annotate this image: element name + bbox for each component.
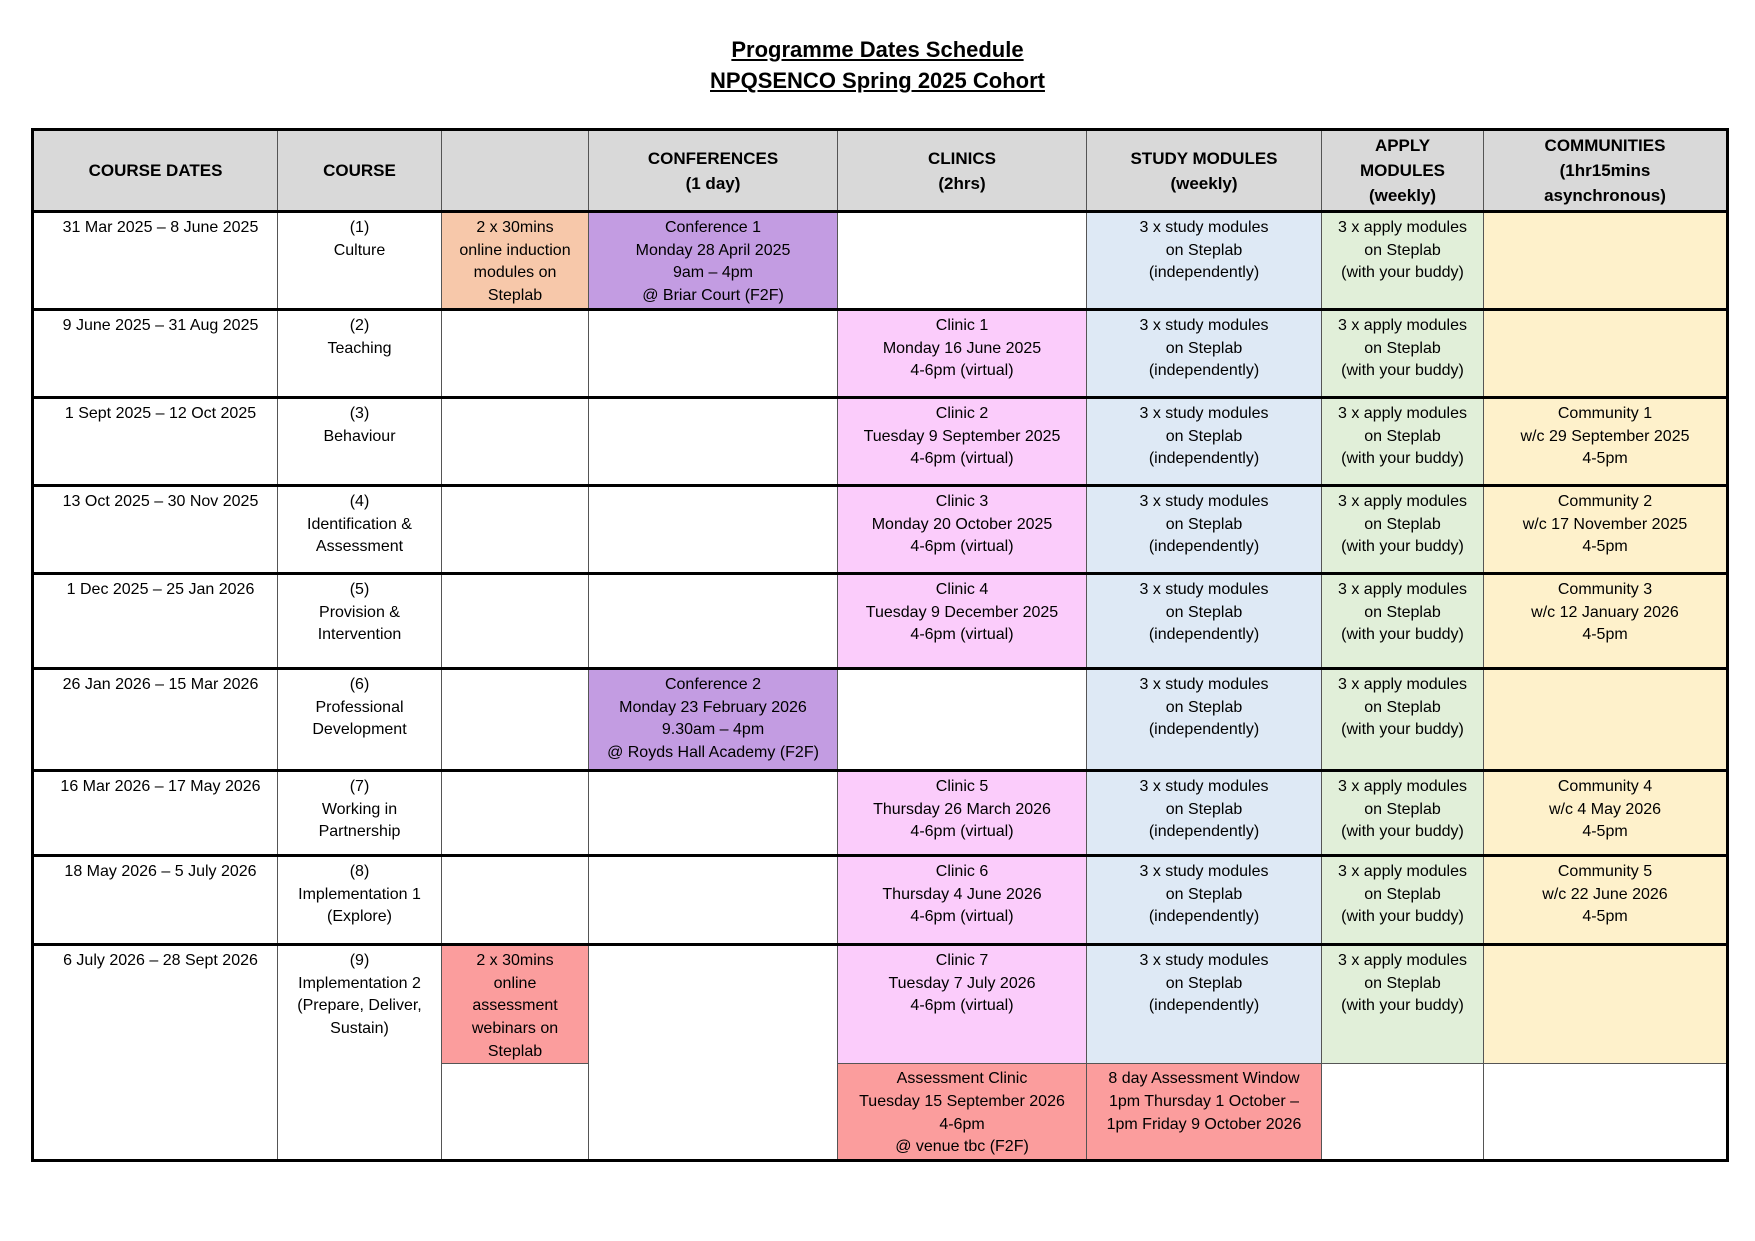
apply-modules-cell: 3 x apply modules on Steplab (with your buddy) bbox=[1322, 397, 1484, 485]
apply-modules-cell: 3 x apply modules on Steplab (with your buddy) bbox=[1322, 770, 1484, 855]
header-communities: COMMUNITIES (1hr15mins asynchronous) bbox=[1484, 130, 1728, 212]
clinic-cell: Clinic 6 Thursday 4 June 2026 4-6pm (virtual) bbox=[838, 855, 1087, 944]
apply-modules-cell: 3 x apply modules on Steplab (with your buddy) bbox=[1322, 212, 1484, 310]
assessment-window-cell: 8 day Assessment Window 1pm Thursday 1 October – 1pm Friday 9 October 2026 bbox=[1087, 1064, 1322, 1161]
table-row bbox=[33, 668, 1728, 770]
community-cell: Community 5 w/c 22 June 2026 4-5pm bbox=[1484, 855, 1728, 944]
clinic-cell bbox=[838, 668, 1087, 770]
course-dates-cell: 31 Mar 2025 – 8 June 2025 bbox=[33, 212, 278, 310]
header-conferences: CONFERENCES (1 day) bbox=[589, 130, 838, 212]
study-modules-cell: 3 x study modules on Steplab (independently) bbox=[1087, 668, 1322, 770]
course-cell: (5) Provision & Intervention bbox=[278, 573, 442, 668]
community-cell: Community 2 w/c 17 November 2025 4-5pm bbox=[1484, 485, 1728, 573]
extra-cell bbox=[442, 573, 589, 668]
clinic-cell: Clinic 4 Tuesday 9 December 2025 4-6pm (virtual) bbox=[838, 573, 1087, 668]
course-cell: (8) Implementation 1 (Explore) bbox=[278, 855, 442, 944]
study-modules-cell: 3 x study modules on Steplab (independently) bbox=[1087, 944, 1322, 1064]
study-modules-cell: 3 x study modules on Steplab (independently) bbox=[1087, 573, 1322, 668]
header-course-dates: COURSE DATES bbox=[33, 130, 278, 212]
assessment-webinars-cell: 2 x 30mins online assessment webinars on Steplab bbox=[442, 944, 589, 1064]
assessment-clinic-cell: Assessment Clinic Tuesday 15 September 2026 4-6pm @ venue tbc (F2F) bbox=[838, 1064, 1087, 1161]
table-row bbox=[33, 485, 1728, 573]
page-title bbox=[0, 34, 1755, 96]
header-clinics: CLINICS (2hrs) bbox=[838, 130, 1087, 212]
course-dates-cell: 6 July 2026 – 28 Sept 2026 bbox=[33, 944, 278, 1160]
clinic-cell: Clinic 7 Tuesday 7 July 2026 4-6pm (virtual) bbox=[838, 944, 1087, 1064]
table-row bbox=[33, 855, 1728, 944]
course-dates-cell: 1 Sept 2025 – 12 Oct 2025 bbox=[33, 397, 278, 485]
conference-cell bbox=[589, 397, 838, 485]
clinic-cell: Clinic 1 Monday 16 June 2025 4-6pm (virtual) bbox=[838, 309, 1087, 397]
apply-modules-cell: 3 x apply modules on Steplab (with your buddy) bbox=[1322, 855, 1484, 944]
conference-cell: Conference 2 Monday 23 February 2026 9.30am – 4pm @ Royds Hall Academy (F2F) bbox=[589, 668, 838, 770]
extra-cell bbox=[442, 770, 589, 855]
study-modules-cell: 3 x study modules on Steplab (independently) bbox=[1087, 855, 1322, 944]
conference-cell bbox=[589, 309, 838, 397]
conference-cell bbox=[589, 573, 838, 668]
apply-modules-cell: 3 x apply modules on Steplab (with your buddy) bbox=[1322, 668, 1484, 770]
community-cell: Community 3 w/c 12 January 2026 4-5pm bbox=[1484, 573, 1728, 668]
conference-cell bbox=[589, 855, 838, 944]
schedule-table bbox=[31, 128, 1729, 1162]
induction-modules-cell: 2 x 30mins online induction modules on Steplab bbox=[442, 212, 589, 310]
course-cell: (1) Culture bbox=[278, 212, 442, 310]
community-cell bbox=[1484, 668, 1728, 770]
table-row bbox=[33, 397, 1728, 485]
table-row bbox=[33, 573, 1728, 668]
community-cell bbox=[1484, 1064, 1728, 1161]
apply-modules-cell: 3 x apply modules on Steplab (with your buddy) bbox=[1322, 573, 1484, 668]
study-modules-cell: 3 x study modules on Steplab (independently) bbox=[1087, 397, 1322, 485]
community-cell bbox=[1484, 212, 1728, 310]
table-row bbox=[33, 309, 1728, 397]
course-dates-cell: 26 Jan 2026 – 15 Mar 2026 bbox=[33, 668, 278, 770]
extra-cell bbox=[442, 855, 589, 944]
course-dates-cell: 13 Oct 2025 – 30 Nov 2025 bbox=[33, 485, 278, 573]
extra-cell bbox=[442, 485, 589, 573]
course-cell: (4) Identification & Assessment bbox=[278, 485, 442, 573]
conference-cell bbox=[589, 770, 838, 855]
header-row bbox=[33, 130, 1728, 212]
course-dates-cell: 16 Mar 2026 – 17 May 2026 bbox=[33, 770, 278, 855]
community-cell bbox=[1484, 944, 1728, 1064]
header-apply-modules: APPLY MODULES (weekly) bbox=[1322, 130, 1484, 212]
clinic-cell: Clinic 2 Tuesday 9 September 2025 4-6pm (virtual) bbox=[838, 397, 1087, 485]
conference-cell bbox=[589, 485, 838, 573]
table-row bbox=[33, 770, 1728, 855]
course-cell: (6) Professional Development bbox=[278, 668, 442, 770]
course-cell: (9) Implementation 2 (Prepare, Deliver, Sustain) bbox=[278, 944, 442, 1160]
header-study-modules: STUDY MODULES (weekly) bbox=[1087, 130, 1322, 212]
community-cell: Community 1 w/c 29 September 2025 4-5pm bbox=[1484, 397, 1728, 485]
apply-modules-cell: 3 x apply modules on Steplab (with your buddy) bbox=[1322, 944, 1484, 1064]
course-dates-cell: 18 May 2026 – 5 July 2026 bbox=[33, 855, 278, 944]
apply-modules-cell: 3 x apply modules on Steplab (with your buddy) bbox=[1322, 485, 1484, 573]
extra-cell bbox=[442, 309, 589, 397]
apply-modules-cell: 3 x apply modules on Steplab (with your buddy) bbox=[1322, 309, 1484, 397]
conference-cell bbox=[589, 944, 838, 1160]
clinic-cell: Clinic 3 Monday 20 October 2025 4-6pm (virtual) bbox=[838, 485, 1087, 573]
community-cell: Community 4 w/c 4 May 2026 4-5pm bbox=[1484, 770, 1728, 855]
title-line-1: Programme Dates Schedule bbox=[731, 37, 1024, 62]
conference-cell: Conference 1 Monday 28 April 2025 9am – 4pm @ Briar Court (F2F) bbox=[589, 212, 838, 310]
header-blank bbox=[442, 130, 589, 212]
course-cell: (3) Behaviour bbox=[278, 397, 442, 485]
community-cell bbox=[1484, 309, 1728, 397]
study-modules-cell: 3 x study modules on Steplab (independently) bbox=[1087, 212, 1322, 310]
study-modules-cell: 3 x study modules on Steplab (independently) bbox=[1087, 309, 1322, 397]
title-line-2: NPQSENCO Spring 2025 Cohort bbox=[710, 68, 1045, 93]
course-cell: (2) Teaching bbox=[278, 309, 442, 397]
clinic-cell bbox=[838, 212, 1087, 310]
header-course: COURSE bbox=[278, 130, 442, 212]
course-cell: (7) Working in Partnership bbox=[278, 770, 442, 855]
apply-modules-cell bbox=[1322, 1064, 1484, 1161]
table-row bbox=[33, 212, 1728, 310]
extra-cell bbox=[442, 668, 589, 770]
table-row bbox=[33, 944, 1728, 1064]
course-dates-cell: 9 June 2025 – 31 Aug 2025 bbox=[33, 309, 278, 397]
study-modules-cell: 3 x study modules on Steplab (independently) bbox=[1087, 485, 1322, 573]
extra-cell bbox=[442, 1064, 589, 1161]
course-dates-cell: 1 Dec 2025 – 25 Jan 2026 bbox=[33, 573, 278, 668]
clinic-cell: Clinic 5 Thursday 26 March 2026 4-6pm (virtual) bbox=[838, 770, 1087, 855]
study-modules-cell: 3 x study modules on Steplab (independently) bbox=[1087, 770, 1322, 855]
extra-cell bbox=[442, 397, 589, 485]
